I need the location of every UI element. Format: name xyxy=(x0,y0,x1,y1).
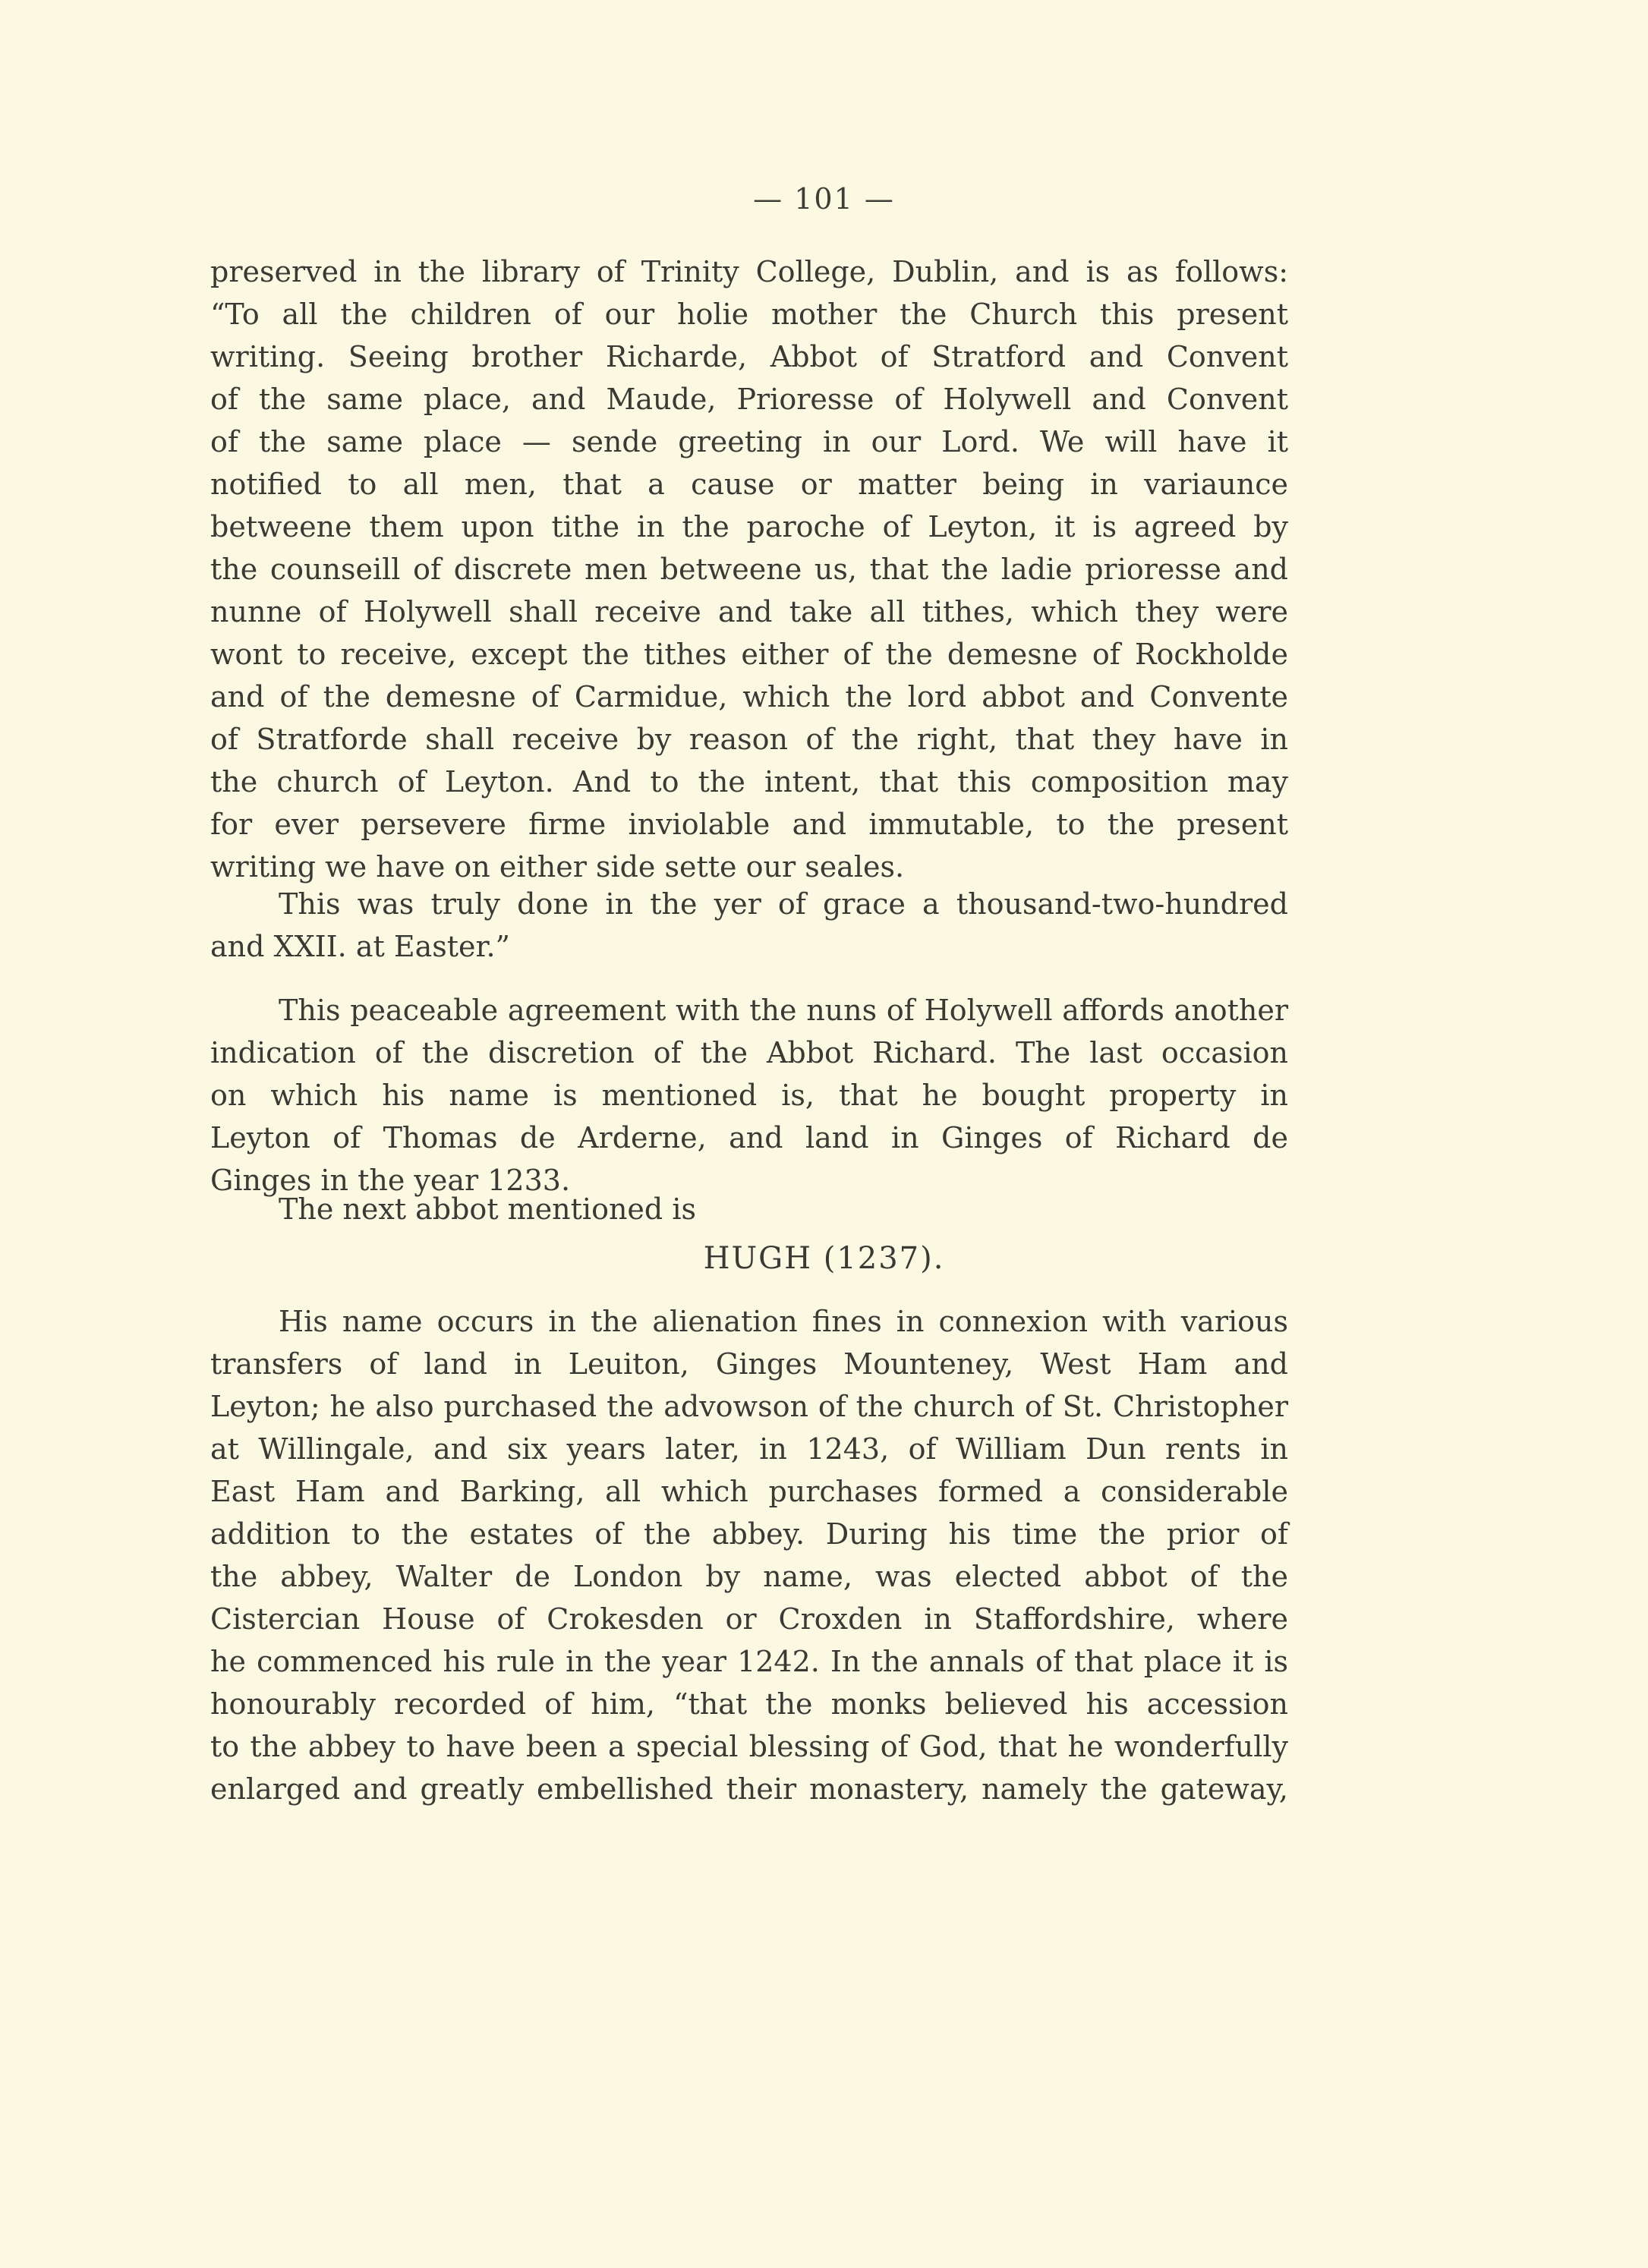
text-line: at Willingale, and six years later, in 1243, of William Dun rents in xyxy=(210,1432,1288,1466)
text-line: and XXII. at Easter.” xyxy=(210,930,510,963)
text-line: addition to the estates of the abbey. During his time the prior of xyxy=(210,1517,1288,1551)
text-line: This peaceable agreement with the nuns of Holywell affords another xyxy=(279,994,1288,1027)
text-line: writing. Seeing brother Richarde, Abbot of Stratford and Convent xyxy=(210,340,1288,373)
text-line: the counseill of discrete men betweene us, that the ladie prioresse and xyxy=(210,553,1288,586)
paragraph-charter-text xyxy=(210,250,1288,888)
text-line: His name occurs in the alienation fines in connexion with various xyxy=(279,1305,1288,1338)
text-line: of the same place — sende greeting in our Lord. We will have it xyxy=(210,425,1288,458)
text-line: notified to all men, that a cause or matter being in variaunce xyxy=(210,468,1288,501)
paragraph-hugh xyxy=(210,1300,1288,1810)
text-line: “To all the children of our holie mother the Church this present xyxy=(210,298,1288,331)
text-line: enlarged and greatly embellished their monastery, namely the gateway, xyxy=(210,1772,1288,1806)
text-line: of the same place, and Maude, Prioresse of Holywell and Convent xyxy=(210,383,1288,416)
text-line: betweene them upon tithe in the paroche of Leyton, it is agreed by xyxy=(210,510,1288,543)
text-line: Leyton; he also purchased the advowson of the church of St. Christopher xyxy=(210,1390,1288,1423)
text-line: wont to receive, except the tithes either of the demesne of Rockholde xyxy=(210,638,1288,671)
page-number: — 101 — xyxy=(753,182,895,216)
text-line: This was truly done in the yer of grace a thousand-two-hundred xyxy=(279,887,1288,921)
text-line: transfers of land in Leuiton, Ginges Mounteney, West Ham and xyxy=(210,1347,1288,1381)
text-line: East Ham and Barking, all which purchases formed a considerable xyxy=(210,1475,1288,1508)
paragraph-date-note xyxy=(210,883,1288,968)
text-line: Cistercian House of Crokesden or Croxden in Staffordshire, where xyxy=(210,1602,1288,1636)
text-line: writing we have on either side sette our seales. xyxy=(210,850,905,884)
text-line: honourably recorded of him, “that the monks believed his accession xyxy=(210,1687,1288,1721)
text-line: of Stratforde shall receive by reason of the right, that they have in xyxy=(210,723,1288,756)
text-line: The next abbot mentioned is xyxy=(279,1192,696,1226)
text-line: on which his name is mentioned is, that he bought property in xyxy=(210,1079,1288,1112)
paragraph-abbot-richard xyxy=(210,989,1288,1202)
text-line: for ever persevere firme inviolable and immutable, to the present xyxy=(210,808,1288,841)
section-heading: HUGH (1237). xyxy=(703,1241,945,1276)
text-line: he commenced his rule in the year 1242. In the annals of that place it is xyxy=(210,1645,1288,1678)
text-line: Leyton of Thomas de Arderne, and land in Ginges of Richard de xyxy=(210,1121,1288,1154)
text-line: nunne of Holywell shall receive and take all tithes, which they were xyxy=(210,595,1288,628)
text-line: the abbey, Walter de London by name, was elected abbot of the xyxy=(210,1560,1288,1593)
text-line: preserved in the library of Trinity College, Dublin, and is as follows: xyxy=(210,255,1288,288)
text-line: Ginges in the year 1233. xyxy=(210,1164,571,1197)
text-line: indication of the discretion of the Abbot Richard. The last occasion xyxy=(210,1036,1288,1069)
text-line: the church of Leyton. And to the intent, that this composition may xyxy=(210,765,1288,799)
text-line: and of the demesne of Carmidue, which the lord abbot and Convente xyxy=(210,680,1288,713)
paragraph-next-abbot xyxy=(210,1188,1288,1230)
text-line: to the abbey to have been a special blessing of God, that he wonderfully xyxy=(210,1730,1288,1763)
